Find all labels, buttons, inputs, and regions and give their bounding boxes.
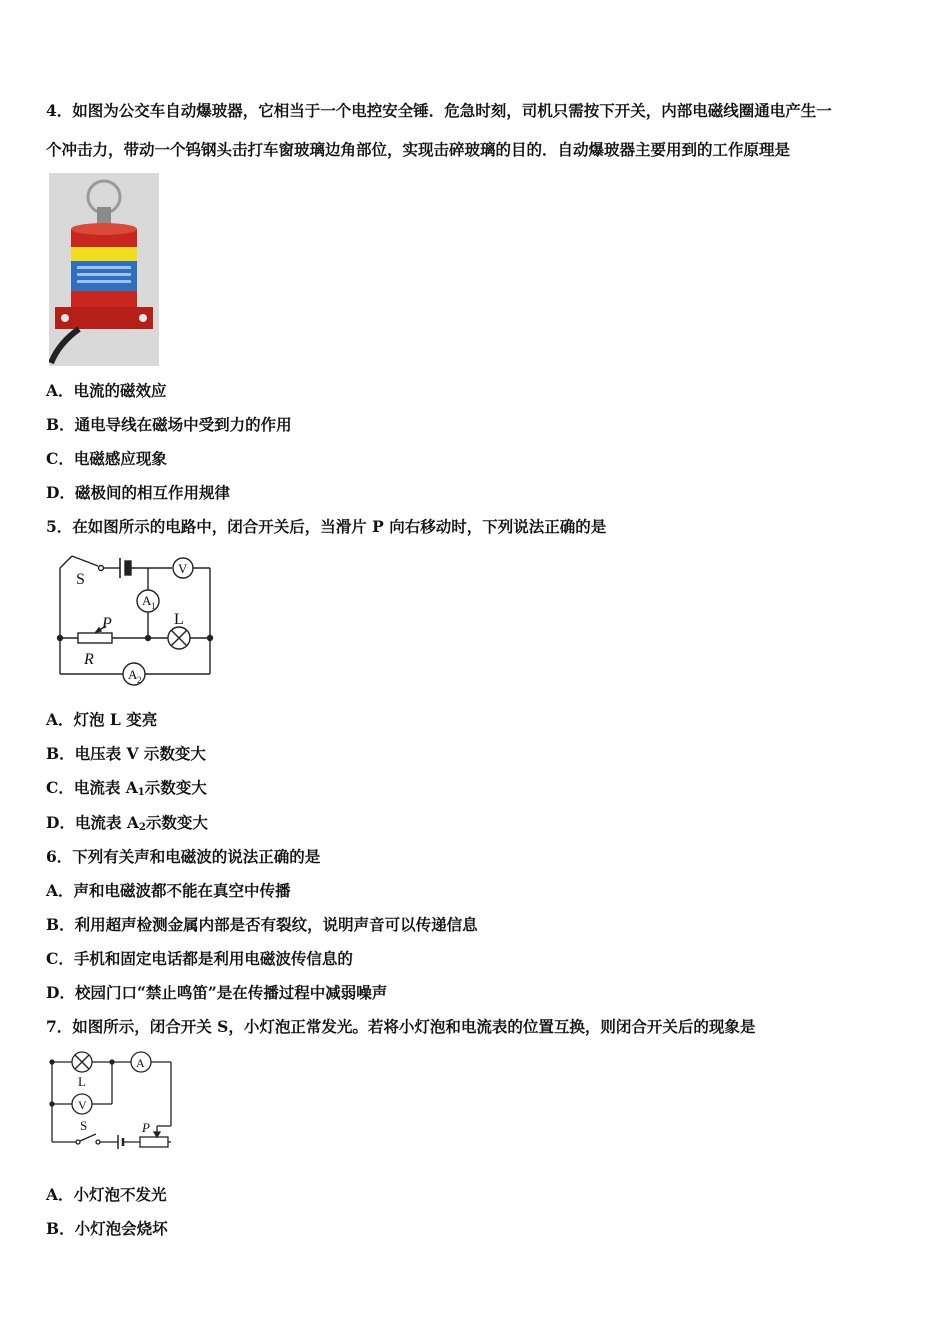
q5-label-a2: A	[128, 667, 138, 682]
q4-option-a: A．电流的磁效应	[46, 381, 167, 400]
q5-label-s: S	[76, 571, 85, 588]
q5-option-a: A．灯泡 L 变亮	[46, 710, 158, 729]
q5-label-l: L	[174, 611, 184, 628]
q7-label-a: A	[136, 1056, 145, 1070]
q7-label-p: P	[142, 1120, 150, 1135]
q7-label-l: L	[78, 1074, 86, 1089]
q5-option-c: C．电流表 $A_1$示数变大	[46, 778, 207, 798]
q4-option-c: C．电磁感应现象	[46, 449, 167, 468]
q5-label-v: V	[178, 561, 188, 576]
q5-label-a1-sub: 1	[151, 601, 156, 611]
q5-stem: 5．在如图所示的电路中，闭合开关后，当滑片 P 向右移动时，下列说法正确的是	[46, 517, 607, 536]
q6-option-d: D．校园门口“禁止鸣笛”是在传播过程中减弱噪声	[46, 983, 388, 1002]
q6-option-c: C．手机和固定电话都是利用电磁波传信息的	[46, 949, 353, 968]
q5-option-b: B．电压表 V 示数变大	[46, 744, 206, 763]
q7-label-v: V	[78, 1098, 87, 1112]
q5-label-a1: A	[142, 593, 152, 608]
q7-stem: 7．如图所示，闭合开关 S，小灯泡正常发光。若将小灯泡和电流表的位置互换，则闭合开关后的现象是	[46, 1017, 756, 1036]
q5-label-a2-sub: 2	[137, 675, 142, 685]
auto-glass-breaker-photo	[49, 173, 159, 366]
q7-label-s: S	[80, 1118, 88, 1133]
q6-stem: 6．下列有关声和电磁波的说法正确的是	[46, 847, 321, 866]
q7-option-a: A．小灯泡不发光	[46, 1185, 167, 1204]
q5-label-r: R	[84, 651, 94, 668]
q7-circuit-diagram	[44, 1046, 179, 1152]
q7-option-b: B．小灯泡会烧坏	[46, 1219, 168, 1238]
q5-option-d: D．电流表 $A_2$示数变大	[46, 813, 208, 833]
q6-option-b: B．利用超声检测金属内部是否有裂纹，说明声音可以传递信息	[46, 915, 478, 934]
q4-stem-line1: 4．如图为公交车自动爆玻器，它相当于一个电控安全锤．危急时刻，司机只需按下开关，内部电磁线圈通电产生一	[46, 101, 832, 120]
q5-circuit-diagram	[50, 546, 220, 696]
q4-option-b: B．通电导线在磁场中受到力的作用	[46, 415, 292, 434]
q4-option-d: D．磁极间的相互作用规律	[46, 483, 230, 502]
q5-label-p: P	[102, 615, 112, 632]
q6-option-a: A．声和电磁波都不能在真空中传播	[46, 881, 291, 900]
q4-stem-line2: 个冲击力，带动一个钨钢头击打车窗玻璃边角部位，实现击碎玻璃的目的．自动爆玻器主要用到的工作原理是	[46, 140, 791, 159]
